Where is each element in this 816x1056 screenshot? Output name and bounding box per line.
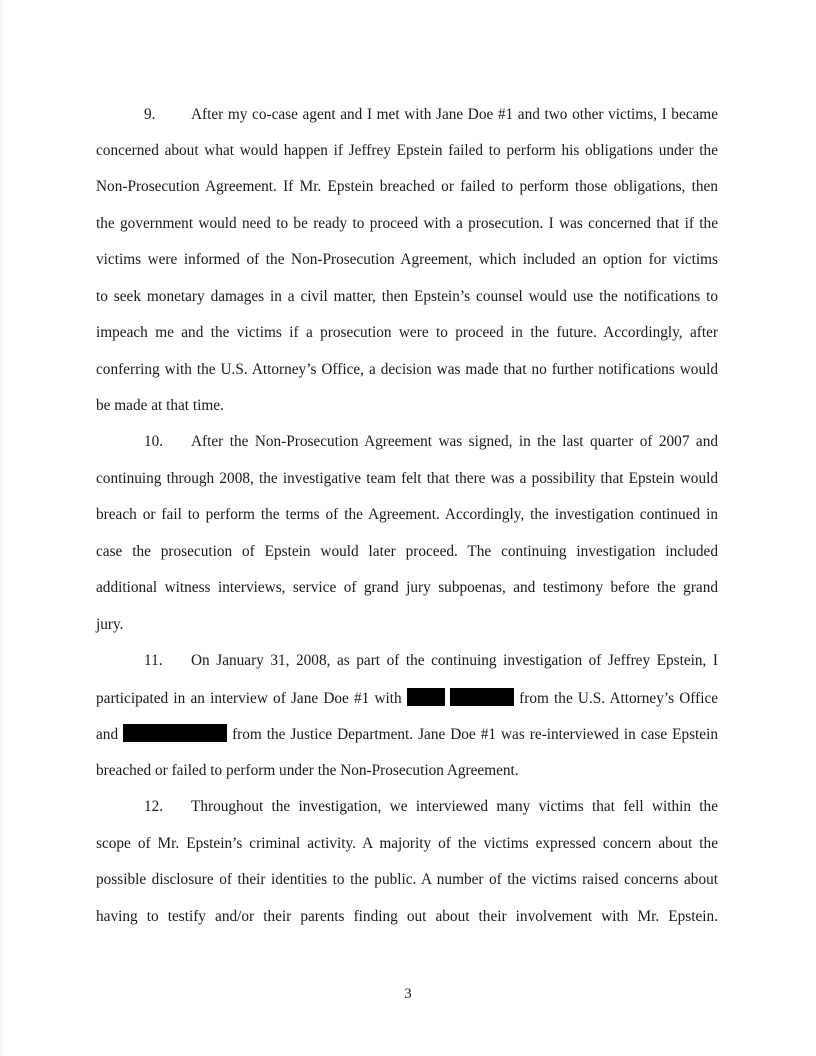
paragraph-12-line-1: Throughout the investigation, we interviewed many victims that fell within the [191, 798, 718, 815]
paragraph-12-line-3: possible disclosure of their identities to the public. A number of the victims raised concerns about [96, 871, 718, 888]
redaction-block [407, 688, 445, 706]
paragraph-12-number: 12. [144, 798, 164, 815]
paragraph-11-line-2-start: participated in an interview of Jane Doe #1 with [96, 690, 402, 707]
paragraph-9-line-7: impeach me and the victims if a prosecution were to proceed in the future. Accordingly, after [96, 324, 718, 341]
paragraph-9-line-6: to seek monetary damages in a civil matter, then Epstein’s counsel would use the notifications to [96, 288, 718, 305]
scan-edge [0, 0, 4, 1056]
paragraph-10-line-6: jury. [96, 616, 124, 633]
paragraph-9-line-5: victims were informed of the Non-Prosecution Agreement, which included an option for victims [96, 251, 718, 268]
paragraph-9-line-9: be made at that time. [96, 397, 224, 414]
paragraph-9-line-8: conferring with the U.S. Attorney’s Office, a decision was made that no further notifications would [96, 361, 718, 378]
paragraph-10-number: 10. [144, 433, 164, 450]
paragraph-9-line-4: the government would need to be ready to proceed with a prosecution. I was concerned that if the [96, 215, 718, 232]
paragraph-11-line-2-end: from the U.S. Attorney’s Office [519, 690, 719, 707]
paragraph-12-line-4: having to testify and/or their parents finding out about their involvement with Mr. Epstein. [96, 908, 718, 925]
paragraph-11-number: 11. [144, 652, 163, 669]
redaction-block [450, 688, 514, 706]
paragraph-10-line-5: additional witness interviews, service of grand jury subpoenas, and testimony before the grand [96, 579, 718, 596]
paragraph-11-line-3 [96, 724, 718, 744]
paragraph-9-line-3: Non-Prosecution Agreement. If Mr. Epstein breached or failed to perform those obligations, then [96, 178, 718, 195]
paragraph-11-line-3-start: and [96, 726, 119, 743]
paragraph-9-number: 9. [144, 106, 156, 123]
paragraph-9-line-2: concerned about what would happen if Jeffrey Epstein failed to perform his obligations under the [96, 142, 718, 159]
paragraph-11-line-2 [96, 688, 718, 708]
paragraph-11-line-3-end: from the Justice Department. Jane Doe #1 was re-interviewed in case Epstein [232, 726, 718, 743]
paragraph-9-line-1: After my co-case agent and I met with Jane Doe #1 and two other victims, I became [191, 106, 718, 123]
paragraph-11-line-1: On January 31, 2008, as part of the continuing investigation of Jeffrey Epstein, I [191, 652, 718, 669]
paragraph-10-line-1: After the Non-Prosecution Agreement was signed, in the last quarter of 2007 and [191, 433, 718, 450]
paragraph-11-line-4: breached or failed to perform under the Non-Prosecution Agreement. [96, 762, 519, 779]
paragraph-10-line-4: case the prosecution of Epstein would later proceed. The continuing investigation included [96, 543, 718, 560]
paragraph-12-line-2: scope of Mr. Epstein’s criminal activity. A majority of the victims expressed concern about the [96, 835, 718, 852]
page-number: 3 [404, 986, 412, 1002]
paragraph-10-line-3: breach or fail to perform the terms of the Agreement. Accordingly, the investigation continued in [96, 506, 718, 523]
redaction-block [123, 724, 227, 742]
paragraph-10-line-2: continuing through 2008, the investigative team felt that there was a possibility that Epstein would [96, 470, 718, 487]
